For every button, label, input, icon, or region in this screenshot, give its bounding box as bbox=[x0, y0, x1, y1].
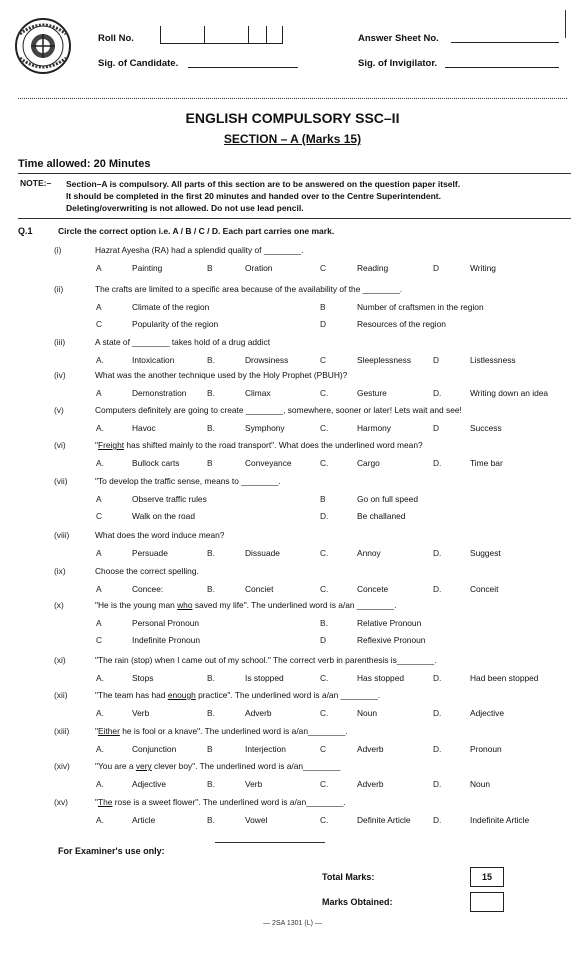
option-letter[interactable]: A bbox=[96, 584, 102, 594]
option-letter[interactable]: D bbox=[320, 635, 327, 645]
mcq-question bbox=[0, 566, 585, 580]
option-letter[interactable]: A bbox=[96, 388, 102, 398]
total-marks-label: Total Marks: bbox=[322, 872, 375, 882]
option-letter[interactable]: A. bbox=[96, 673, 104, 683]
note-line-2: It should be completed in the first 20 minutes and handed over to the Centre Superintendent. bbox=[66, 191, 441, 201]
option-letter[interactable]: C. bbox=[320, 388, 329, 398]
underlined-word: enough bbox=[167, 690, 196, 700]
mcq-question bbox=[0, 370, 585, 384]
option-letter[interactable]: A. bbox=[96, 815, 104, 825]
option-text[interactable]: Adjective bbox=[470, 708, 504, 718]
option-row bbox=[0, 618, 585, 632]
option-letter[interactable]: B. bbox=[320, 618, 328, 628]
option-letter[interactable]: B. bbox=[207, 779, 215, 789]
option-text[interactable]: Be challaned bbox=[357, 511, 406, 521]
option-letter[interactable]: B. bbox=[207, 708, 215, 718]
question-number-roman: (xiv) bbox=[54, 761, 70, 771]
option-letter[interactable]: B bbox=[207, 744, 213, 754]
option-row bbox=[0, 635, 585, 649]
option-letter[interactable]: C. bbox=[320, 423, 329, 433]
question-text: The crafts are limited to a specific area because of the availability of the ________. bbox=[95, 284, 403, 294]
option-letter[interactable]: D bbox=[433, 423, 440, 433]
option-text[interactable]: Intoxication bbox=[132, 355, 175, 365]
option-letter[interactable]: D bbox=[320, 319, 327, 329]
option-text[interactable]: Is stopped bbox=[245, 673, 284, 683]
question-number-roman: (iv) bbox=[54, 370, 66, 380]
underlined-word: Either bbox=[97, 726, 120, 736]
section-title: SECTION – A (Marks 15) bbox=[223, 132, 362, 146]
option-text[interactable]: Writing down an idea bbox=[470, 388, 549, 398]
option-text[interactable]: Had been stopped bbox=[470, 673, 539, 683]
option-text[interactable]: Gesture bbox=[357, 388, 387, 398]
option-text[interactable]: Harmony bbox=[357, 423, 391, 433]
mcq-question bbox=[0, 761, 585, 775]
option-letter[interactable]: B bbox=[207, 263, 213, 273]
option-text[interactable]: Indefinite Article bbox=[470, 815, 530, 825]
option-letter[interactable]: A bbox=[96, 494, 102, 504]
option-text[interactable]: Adverb bbox=[245, 708, 272, 718]
option-text[interactable]: Listlessness bbox=[470, 355, 516, 365]
option-row bbox=[0, 319, 585, 333]
option-text[interactable]: Vowel bbox=[245, 815, 268, 825]
edge-mark bbox=[565, 10, 567, 38]
option-letter[interactable]: C bbox=[96, 635, 103, 645]
question-number-roman: (iii) bbox=[54, 337, 66, 347]
option-text[interactable]: Cargo bbox=[357, 458, 380, 468]
option-letter[interactable]: C. bbox=[320, 584, 329, 594]
option-letter[interactable]: A bbox=[96, 302, 102, 312]
underlined-word: Freight bbox=[97, 440, 125, 450]
candidate-signature-line[interactable] bbox=[188, 57, 298, 68]
option-row bbox=[0, 815, 585, 829]
mcq-question bbox=[0, 245, 585, 259]
option-letter[interactable]: B. bbox=[207, 548, 215, 558]
option-letter[interactable]: D. bbox=[433, 779, 442, 789]
option-text[interactable]: Concete bbox=[357, 584, 389, 594]
mcq-question bbox=[0, 476, 585, 490]
option-row bbox=[0, 584, 585, 598]
question-number-roman: (ii) bbox=[54, 284, 64, 294]
roll-no-boxes[interactable] bbox=[160, 26, 283, 46]
option-text[interactable]: Number of craftsmen in the region bbox=[357, 302, 484, 312]
option-letter[interactable]: A. bbox=[96, 355, 104, 365]
option-text[interactable]: Bullock carts bbox=[132, 458, 180, 468]
option-letter[interactable]: A. bbox=[96, 708, 104, 718]
mcq-question bbox=[0, 690, 585, 704]
option-letter[interactable]: D. bbox=[433, 548, 442, 558]
option-letter[interactable]: C bbox=[96, 319, 103, 329]
option-text[interactable]: Popularity of the region bbox=[132, 319, 219, 329]
option-letter[interactable]: A bbox=[96, 263, 102, 273]
board-seal bbox=[14, 14, 72, 78]
mcq-question bbox=[0, 797, 585, 811]
option-text[interactable]: Personal Pronoun bbox=[132, 618, 200, 628]
question-text: "To develop the traffic sense, means to ________. bbox=[95, 476, 281, 486]
option-row bbox=[0, 263, 585, 277]
option-text[interactable]: Persuade bbox=[132, 548, 168, 558]
paper-title: ENGLISH COMPULSORY SSC–II bbox=[185, 110, 400, 126]
option-row bbox=[0, 388, 585, 402]
option-text[interactable]: Annoy bbox=[357, 548, 381, 558]
cut-line bbox=[18, 98, 567, 99]
option-text[interactable]: Dissuade bbox=[245, 548, 280, 558]
option-text[interactable]: Sleeplessness bbox=[357, 355, 412, 365]
option-text[interactable]: Indefinite Pronoun bbox=[132, 635, 200, 645]
option-letter[interactable]: C bbox=[320, 744, 327, 754]
question-text: "The team has had enough practice". The underlined word is a/an ________. bbox=[95, 690, 381, 700]
question-number-roman: (v) bbox=[54, 405, 64, 415]
question-number-roman: (xi) bbox=[54, 655, 66, 665]
question-instruction: Circle the correct option i.e. A / B / C / D. Each part carries one mark. bbox=[58, 226, 335, 236]
option-text[interactable]: Reading bbox=[357, 263, 389, 273]
option-letter[interactable]: D. bbox=[433, 388, 442, 398]
option-letter[interactable]: A. bbox=[96, 744, 104, 754]
option-letter[interactable]: D. bbox=[433, 708, 442, 718]
option-letter[interactable]: B. bbox=[207, 584, 215, 594]
question-number-roman: (i) bbox=[54, 245, 62, 255]
question-text: Choose the correct spelling. bbox=[95, 566, 199, 576]
option-row bbox=[0, 673, 585, 687]
option-letter[interactable]: C bbox=[320, 263, 327, 273]
time-allowed: Time allowed: 20 Minutes bbox=[18, 158, 151, 170]
question-text: A state of ________ takes hold of a drug addict bbox=[95, 337, 271, 347]
mcq-question bbox=[0, 440, 585, 454]
option-letter[interactable]: C. bbox=[320, 779, 329, 789]
roll-no-label: Roll No. bbox=[98, 33, 134, 44]
option-text[interactable]: Symphony bbox=[245, 423, 285, 433]
option-letter[interactable]: A bbox=[96, 618, 102, 628]
option-letter[interactable]: D. bbox=[320, 511, 329, 521]
mcq-question bbox=[0, 530, 585, 544]
option-text[interactable]: Conveyance bbox=[245, 458, 292, 468]
option-letter[interactable]: B. bbox=[207, 423, 215, 433]
option-letter[interactable]: A. bbox=[96, 423, 104, 433]
option-row bbox=[0, 708, 585, 722]
question-number-roman: (xiii) bbox=[54, 726, 70, 736]
option-letter[interactable]: C. bbox=[320, 815, 329, 825]
option-letter[interactable]: D. bbox=[433, 458, 442, 468]
note-label: NOTE:– bbox=[20, 178, 52, 188]
option-text[interactable]: Suggest bbox=[470, 548, 501, 558]
option-letter[interactable]: B bbox=[207, 458, 213, 468]
option-letter[interactable]: C. bbox=[320, 708, 329, 718]
option-letter[interactable]: B. bbox=[207, 355, 215, 365]
option-letter[interactable]: B bbox=[320, 302, 326, 312]
option-text[interactable]: Writing bbox=[470, 263, 496, 273]
option-text[interactable]: Resources of the region bbox=[357, 319, 446, 329]
option-text[interactable]: Drowsiness bbox=[245, 355, 289, 365]
candidate-signature-label: Sig. of Candidate. bbox=[98, 58, 179, 69]
mcq-question bbox=[0, 337, 585, 351]
option-text[interactable]: Go on full speed bbox=[357, 494, 418, 504]
question-text: "The rose is a sweet flower". The underlined word is a/an________. bbox=[95, 797, 346, 807]
option-text[interactable]: Demonstration bbox=[132, 388, 187, 398]
question-text: "The rain (stop) when I came out of my school." The correct verb in parenthesis is________. bbox=[95, 655, 437, 665]
option-letter[interactable]: A. bbox=[96, 779, 104, 789]
option-text[interactable]: Observe traffic rules bbox=[132, 494, 207, 504]
question-text: What was the another technique used by the Holy Prophet (PBUH)? bbox=[95, 370, 348, 380]
option-row bbox=[0, 423, 585, 437]
question-number-roman: (xv) bbox=[54, 797, 68, 807]
question-number-roman: (viii) bbox=[54, 530, 70, 540]
option-text[interactable]: Definite Article bbox=[357, 815, 411, 825]
option-row bbox=[0, 494, 585, 508]
option-letter[interactable]: D bbox=[433, 355, 440, 365]
option-letter[interactable]: B. bbox=[207, 388, 215, 398]
invigilator-signature-line[interactable] bbox=[445, 57, 559, 68]
option-letter[interactable]: C bbox=[320, 355, 327, 365]
question-text: "Either he is fool or a knave". The underlined word is a/an________. bbox=[95, 726, 348, 736]
question-text: Hazrat Ayesha (RA) had a splendid quality of ________. bbox=[95, 245, 304, 255]
option-text[interactable]: Relative Pronoun bbox=[357, 618, 422, 628]
mcq-question bbox=[0, 284, 585, 298]
option-text[interactable]: Conciet bbox=[245, 584, 274, 594]
option-text[interactable]: Reflexive Pronoun bbox=[357, 635, 426, 645]
total-marks-box: 15 bbox=[470, 867, 504, 887]
option-letter[interactable]: D. bbox=[433, 584, 442, 594]
option-text[interactable]: Adverb bbox=[357, 744, 384, 754]
marks-obtained-label: Marks Obtained: bbox=[322, 897, 393, 907]
option-row bbox=[0, 458, 585, 472]
rule-note bbox=[18, 218, 571, 219]
question-text: "He is the young man who saved my life". The underlined word is a/an ________. bbox=[95, 600, 397, 610]
examiner-divider bbox=[215, 842, 325, 843]
option-row bbox=[0, 548, 585, 562]
option-text[interactable]: Has stopped bbox=[357, 673, 405, 683]
question-number-roman: (xii) bbox=[54, 690, 68, 700]
question-text: "Freight has shifted mainly to the road transport". What does the underlined word mean? bbox=[95, 440, 423, 450]
option-letter[interactable]: C bbox=[96, 511, 103, 521]
note-line-1: Section–A is compulsory. All parts of this section are to be answered on the question paper itself. bbox=[66, 179, 461, 189]
option-letter[interactable]: B bbox=[320, 494, 326, 504]
invigilator-signature-label: Sig. of Invigilator. bbox=[358, 58, 438, 69]
option-letter[interactable]: C. bbox=[320, 458, 329, 468]
option-text[interactable]: Havoc bbox=[132, 423, 156, 433]
option-text[interactable]: Oration bbox=[245, 263, 273, 273]
option-letter[interactable]: D. bbox=[433, 744, 442, 754]
option-text[interactable]: Interjection bbox=[245, 744, 286, 754]
question-number: Q.1 bbox=[18, 226, 33, 236]
option-text[interactable]: Adverb bbox=[357, 779, 384, 789]
mcq-question bbox=[0, 655, 585, 669]
note-line-3: Deleting/overwriting is not allowed. Do not use lead pencil. bbox=[66, 203, 304, 213]
option-text[interactable]: Article bbox=[132, 815, 156, 825]
underlined-word: who bbox=[177, 600, 193, 610]
option-row bbox=[0, 511, 585, 525]
option-row bbox=[0, 302, 585, 316]
option-letter[interactable]: D. bbox=[433, 673, 442, 683]
mcq-question bbox=[0, 726, 585, 740]
question-text: Computers definitely are going to create ________, somewhere, sooner or later! Lets wait and see! bbox=[95, 405, 462, 415]
option-letter[interactable]: D. bbox=[433, 815, 442, 825]
option-text[interactable]: Noun bbox=[470, 779, 491, 789]
option-text[interactable]: Conjunction bbox=[132, 744, 177, 754]
marks-obtained-box[interactable] bbox=[470, 892, 504, 912]
mcq-question bbox=[0, 600, 585, 614]
option-text[interactable]: Walk on the road bbox=[132, 511, 196, 521]
underlined-word: very bbox=[135, 761, 152, 771]
option-text[interactable]: Verb bbox=[245, 779, 263, 789]
option-letter[interactable]: C. bbox=[320, 548, 329, 558]
question-number-roman: (vii) bbox=[54, 476, 68, 486]
option-letter[interactable]: B. bbox=[207, 815, 215, 825]
answer-sheet-label: Answer Sheet No. bbox=[358, 33, 439, 44]
rule-top bbox=[18, 173, 571, 174]
question-number-roman: (ix) bbox=[54, 566, 66, 576]
underlined-word: The bbox=[97, 797, 113, 807]
option-row bbox=[0, 744, 585, 758]
option-text[interactable]: Painting bbox=[132, 263, 163, 273]
question-number-roman: (x) bbox=[54, 600, 64, 610]
option-letter[interactable]: A. bbox=[96, 458, 104, 468]
option-text[interactable]: Climate of the region bbox=[132, 302, 210, 312]
examiner-label: For Examiner's use only: bbox=[58, 846, 165, 856]
option-letter[interactable]: B. bbox=[207, 673, 215, 683]
footer-code: — 2SA 1301 (L) — bbox=[263, 920, 322, 927]
option-text[interactable]: Adjective bbox=[132, 779, 166, 789]
option-row bbox=[0, 355, 585, 369]
option-text[interactable]: Stops bbox=[132, 673, 154, 683]
option-text[interactable]: Noun bbox=[357, 708, 378, 718]
option-text[interactable]: Pronoun bbox=[470, 744, 502, 754]
mcq-question bbox=[0, 405, 585, 419]
option-text[interactable]: Concee: bbox=[132, 584, 164, 594]
option-letter[interactable]: C. bbox=[320, 673, 329, 683]
question-text: "You are a very clever boy". The underlined word is a/an________ bbox=[95, 761, 341, 771]
answer-sheet-line[interactable] bbox=[451, 32, 559, 43]
question-number-roman: (vi) bbox=[54, 440, 66, 450]
option-text[interactable]: Success bbox=[470, 423, 502, 433]
option-row bbox=[0, 779, 585, 793]
question-text: What does the word induce mean? bbox=[95, 530, 225, 540]
option-letter[interactable]: A bbox=[96, 548, 102, 558]
option-text[interactable]: Conceit bbox=[470, 584, 499, 594]
option-text[interactable]: Verb bbox=[132, 708, 150, 718]
option-text[interactable]: Time bar bbox=[470, 458, 503, 468]
option-letter[interactable]: D bbox=[433, 263, 440, 273]
option-text[interactable]: Climax bbox=[245, 388, 271, 398]
